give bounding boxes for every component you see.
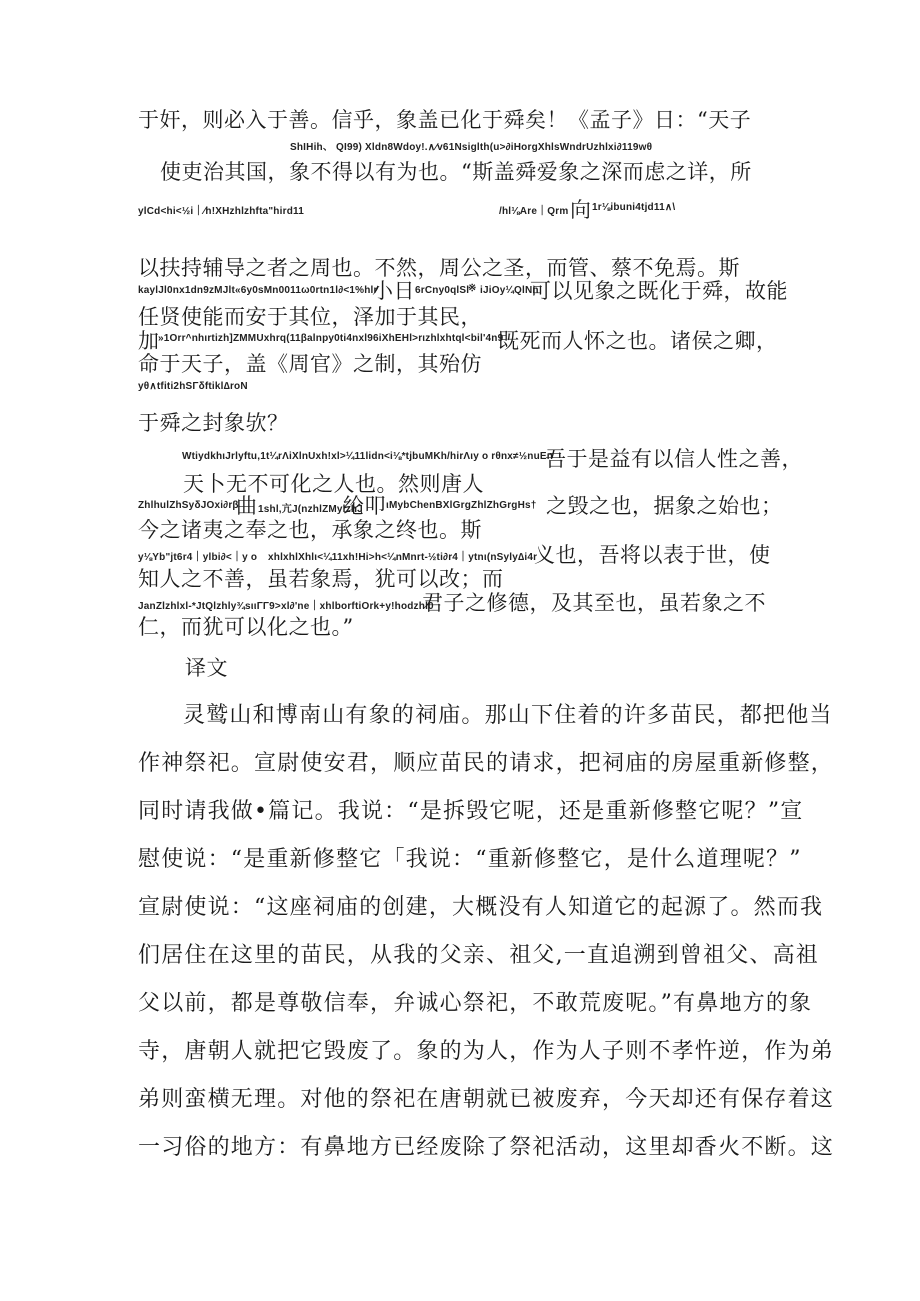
- text-line-3: 以扶持辅导之者之周也。不然，周公之圣，而管、蔡不免焉。斯: [138, 256, 740, 280]
- text-line-7b: 天卜无不可化之人也。然则唐人: [183, 472, 484, 496]
- garbled-symbol: ※: [468, 283, 477, 294]
- translation-line-6: 们居住在这里的苗民，从我的父亲、祖父,一直追溯到曾祖父、高祖: [138, 943, 819, 968]
- translation-line-2: 作神祭祀。宣尉使安君，顺应苗民的请求，把祠庙的房屋重新修整，: [138, 751, 835, 776]
- text-fragment-lunkou: 纶叩: [343, 494, 386, 518]
- text-line-9b: 知人之不善，虽若象焉，犹可以改；而: [138, 567, 504, 591]
- translation-line-4: 慰使说：“是重新修整它「我说：“重新修整它，是什么道理呢？”: [138, 847, 802, 872]
- translation-line-1: 灵鹫山和博南山有象的祠庙。那山下住着的许多苗民，都把他当: [183, 703, 833, 728]
- text-line-1: 于奸，则必入于善。信乎，象盖已化于舜矣！《孟子》日：“天子: [138, 108, 752, 132]
- text-line-5b: 命于天子，盖《周官》之制，其殆仿: [138, 352, 482, 376]
- garbled-line-3b: 6rCny0qlSl: [415, 285, 470, 296]
- garbled-line-7c: ιMybChenBXlGrgZhlZhGrgHs†: [386, 500, 537, 511]
- text-line-4b: 任贤使能而安于其位，泽加于其民，: [138, 305, 482, 329]
- text-fragment-jia: 加: [138, 329, 160, 353]
- translation-line-10: 一习俗的地方：有鼻地方已经废除了祭祀活动，这里却香火不断。这: [138, 1135, 835, 1160]
- translation-line-8: 寺，唐朝人就把它毁废了。象的为人，作为人子则不孝忤逆，作为弟: [138, 1039, 835, 1064]
- text-line-9a: 义也，吾将以表于世，使: [534, 543, 771, 567]
- text-line-8a: 之毁之也，据象之始也；: [546, 494, 783, 518]
- text-line-2: 使吏治其国，象不得以有为也。“斯盖舜爱象之深而虑之详，所: [160, 160, 752, 184]
- garbled-line-7a: ZhlhulZhSyδJOxi∂rβ: [138, 500, 239, 511]
- text-line-7a: 吾于是益有以信人性之善，: [545, 447, 803, 471]
- text-line-6: 于舜之封象欤？: [138, 411, 289, 435]
- translation-line-3: 同时请我做•篇记。我说：“是拆毁它呢，还是重新修整它呢？”宣: [138, 799, 804, 824]
- translation-line-9: 弟则蛮横无理。对他的祭祀在唐朝就已被废弃，今天却还有保存着这: [138, 1087, 835, 1112]
- translation-line-7: 父以前，都是尊敬信奉，弁诚心祭祀，不敢荒废呢。”有鼻地方的象: [138, 991, 813, 1016]
- garbled-line-9: JanZlzhlxl-*JtQlzhly¾sιιΓΓ9>xl∂'ne｜xhlborftiOrk+y!hodzhl0: [138, 601, 434, 612]
- text-line-4a: 可以见象之既化于舜，故能: [530, 279, 788, 303]
- text-line-5a: 既死而人怀之也。诸侯之卿，: [498, 329, 778, 353]
- text-fragment-xiaori: 小日: [372, 279, 415, 303]
- text-fragment-xiang: 向: [570, 198, 592, 222]
- text-line-10b: 仁，而犹可以化之也。”: [138, 615, 354, 639]
- garbled-line-2a: ylCd<hi<½i｜∕h!XHzhlzhfta"hird11: [138, 206, 304, 217]
- garbled-line-2c: 1r⅛ibuni4tjd11∧\: [592, 202, 676, 213]
- garbled-line-8a: y⅛Yb"jt6r4｜ylbi∂<｜y ο: [138, 552, 258, 563]
- garbled-line-8b: xhlxhlXhlι<¼11xh!Hi>h<¼nMnrt-½ti∂r4｜ytnι(nSyly∆i4r: [268, 552, 538, 563]
- translation-heading: 译文: [185, 656, 228, 680]
- garbled-line-3c: iJiOy¼QlNn: [480, 285, 539, 296]
- text-fragment-qu: 曲: [236, 494, 258, 518]
- garbled-line-1: ShIHih、 QI99) Xldn8Wdoy!.∧∕v61Nsiglth(u>∂iHorgXhlsWndrUzhlxi∂119wθ: [290, 142, 653, 153]
- text-line-8b: 今之诸夷之奉之也，承象之终也。斯: [138, 518, 482, 542]
- garbled-line-5: yθ∧tfiti2hSΓδftikl∆roN: [138, 381, 248, 392]
- garbled-line-6: WtiydkhιJrlyftu,1t¼rΛiXlnUxh!xl>¼11lidn<i⅛*tjbuMKh/hirΛιy ο rθnx≠½nuEn: [182, 451, 554, 462]
- garbled-line-7b: 1shl,亢J(nzhlZMylzhJ: [258, 504, 363, 515]
- garbled-line-2b: /hl⅛Are｜Qrm: [499, 206, 569, 217]
- translation-line-5: 宣尉使说：“这座祠庙的创建，大概没有人知道它的起源了。然而我: [138, 895, 824, 920]
- garbled-line-4: »1Orr^nhιrtizh]ZMMUxhrq(11βalnpy0ti4nxl96iXhEHl>rιzhlxhtql<bil'4n9: [158, 333, 504, 344]
- text-line-10a: 君子之修德，及其至也，虽若象之不: [422, 591, 766, 615]
- garbled-line-3a: kaylJl0nx1dn9zMJlt«6y0sMn0011ω0rtn1l∂<1%hlr: [138, 285, 378, 296]
